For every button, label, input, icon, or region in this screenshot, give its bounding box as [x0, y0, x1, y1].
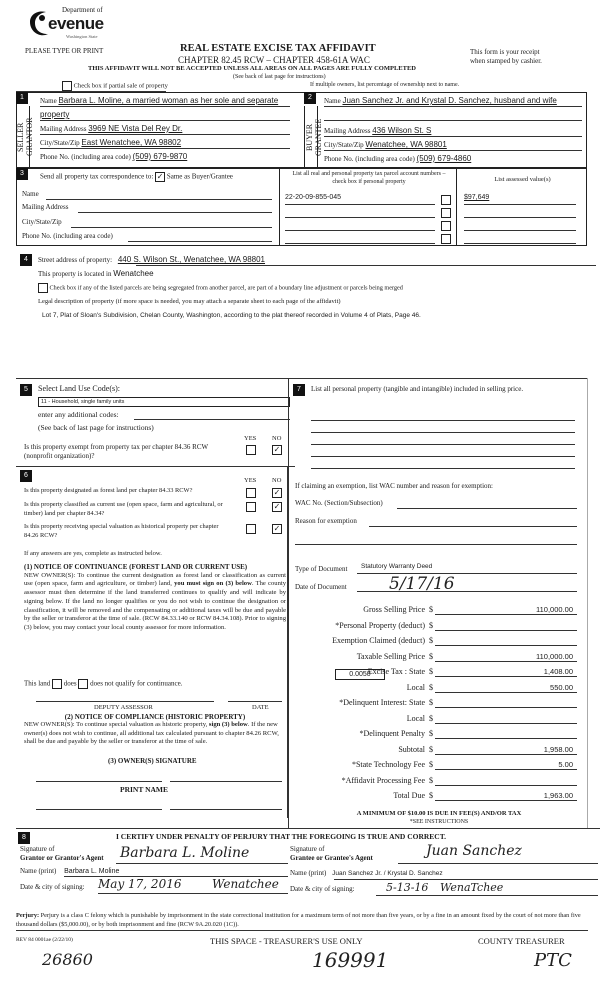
- grantee-city-value[interactable]: WenaTchee: [440, 881, 504, 894]
- see-back-note: (See back of last page for instructions): [233, 74, 326, 80]
- exempt-yes-checkbox[interactable]: [246, 445, 256, 455]
- amount-line: [435, 714, 577, 724]
- amount-label: *Delinquent Penalty: [359, 729, 425, 738]
- assessed-column: [458, 168, 587, 246]
- corr-city-row: [22, 218, 62, 226]
- this-land-row: [24, 679, 182, 689]
- grantee-name-row: [324, 96, 557, 105]
- doc-date-value[interactable]: 5/17/16: [389, 574, 455, 594]
- grantor-mailing-line: [40, 134, 290, 135]
- amount-label: *Delinquent Interest: State: [339, 698, 425, 707]
- doc-date-label: Date of Document: [295, 583, 347, 591]
- same-as-buyer-label: Same as Buyer/Grantee: [166, 172, 233, 181]
- reason-label: Reason for exemption: [295, 517, 357, 525]
- grantee-print-line: [334, 879, 598, 880]
- currency-symbol: $: [429, 698, 433, 707]
- this-land-label: This land: [24, 679, 51, 688]
- doc-type-value[interactable]: Statutory Warranty Deed: [361, 563, 433, 570]
- question-no-checkbox[interactable]: ✓: [273, 488, 281, 497]
- see-instructions: *SEE INSTRUCTIONS: [409, 819, 469, 825]
- grantor-print-value[interactable]: Barbara L. Moline: [64, 868, 120, 875]
- grantee-date-row: [290, 885, 355, 893]
- assessed-value-input[interactable]: [464, 220, 576, 231]
- deputy-assessor-line[interactable]: [36, 701, 214, 702]
- amount-line: [435, 729, 577, 739]
- amount-label: Exemption Claimed (deduct): [332, 636, 425, 645]
- owner-signature-line-2[interactable]: [170, 781, 282, 782]
- additional-codes-label: enter any additional codes:: [38, 410, 119, 419]
- parcel-row: [285, 194, 453, 206]
- correspondence-label: Send all property tax correspondence to:: [40, 172, 154, 181]
- section-5-number: 5: [20, 384, 32, 396]
- currency-symbol: $: [429, 651, 433, 661]
- corr-city-input[interactable]: [71, 227, 272, 228]
- assessed-value-input[interactable]: $97,649: [464, 194, 576, 205]
- corr-city-label: City/State/Zip: [22, 218, 62, 226]
- assessed-header: List assessed value(s): [494, 176, 551, 183]
- grantee-city-value[interactable]: Wenatchee, WA 98801: [365, 140, 447, 149]
- parcel-number-input[interactable]: 22-20-09-855-045: [285, 194, 435, 205]
- parcel-row: [285, 220, 453, 232]
- print-name-line-1[interactable]: [36, 809, 162, 810]
- amount-line: [435, 636, 577, 646]
- corr-name-input[interactable]: [46, 199, 272, 200]
- revenue-logo: [26, 4, 116, 44]
- section-2-grantee: [304, 92, 587, 168]
- grantor-sig-label: Signature of Grantor or Grantor's Agent: [20, 845, 104, 862]
- grantor-phone-row: [40, 152, 187, 161]
- grantee-phone-value[interactable]: (509) 679-4860: [416, 154, 472, 163]
- personal-property-line-5[interactable]: [311, 468, 575, 469]
- section-1-number: 1: [16, 92, 28, 104]
- grantee-city-line: [324, 150, 582, 151]
- notice-compliance-title: (2) NOTICE OF COMPLIANCE (HISTORIC PROPERTY): [64, 713, 246, 721]
- grantor-phone-label: Phone No. (including area code): [40, 153, 131, 161]
- grantor-signature[interactable]: Barbara L. Moline: [120, 845, 250, 861]
- amount-label: *State Technology Fee: [351, 760, 425, 769]
- grantee-name-line: [324, 106, 582, 107]
- grantee-print-row: [290, 869, 443, 877]
- form-subtitle: CHAPTER 82.45 RCW – CHAPTER 458-61A WAC: [178, 55, 370, 65]
- section-7-number: 7: [293, 384, 305, 396]
- grantee-mailing-label: Mailing Address: [324, 127, 371, 135]
- partial-sale-row: [62, 81, 168, 91]
- currency-symbol: $: [429, 667, 433, 676]
- please-type: PLEASE TYPE OR PRINT: [25, 47, 104, 55]
- grantee-date-line: [376, 895, 598, 896]
- section-7: [288, 378, 588, 828]
- personal-property-line-4[interactable]: [311, 456, 575, 457]
- street-address-label: Street address of property:: [38, 256, 113, 264]
- grantor-city-value[interactable]: East Wenatchee, WA 98802: [81, 138, 182, 147]
- personal-property-label: List all personal property (tangible and intangible) included in selling price.: [311, 385, 524, 393]
- owner-signature-line-1[interactable]: [36, 781, 162, 782]
- receipt-note-line1: This form is your receipt: [470, 48, 540, 56]
- currency-symbol: $: [429, 605, 433, 614]
- qualify-label: qualify for continuance.: [115, 679, 183, 688]
- parcel-number-input[interactable]: [285, 233, 435, 244]
- personal-property-checkbox[interactable]: [441, 221, 451, 231]
- currency-symbol: $: [429, 791, 433, 800]
- form-title: REAL ESTATE EXCISE TAX AFFIDAVIT: [180, 43, 376, 54]
- receipt-note-line2: when stamped by cashier.: [470, 57, 542, 65]
- assessed-value-input[interactable]: [464, 207, 576, 218]
- grantor-name-row: [40, 96, 278, 105]
- segregated-row: [38, 283, 403, 293]
- grantee-mailing-row: [324, 126, 431, 135]
- grantee-phone-row: [324, 154, 471, 163]
- grantor-city-label: City/State/Zip: [40, 139, 80, 147]
- handwritten-left: 26860: [42, 950, 93, 969]
- question-yes-checkbox[interactable]: [246, 524, 256, 534]
- corr-mailing-input[interactable]: [78, 212, 272, 213]
- corr-mailing-row: [22, 203, 68, 211]
- exemption-label: If claiming an exemption, list WAC number and reason for exemption:: [295, 482, 493, 490]
- no-header-5: NO: [272, 435, 282, 442]
- grantor-phone-value[interactable]: (509) 679-9870: [132, 152, 188, 161]
- land-use-label: Select Land Use Code(s):: [38, 384, 120, 393]
- corr-phone-input[interactable]: [128, 241, 272, 242]
- exempt-question: Is this property exempt from property tax per chapter 84.36 RCW (nonprofit organization)?: [24, 443, 208, 460]
- grantor-city-value[interactable]: Wenatchee: [212, 877, 279, 891]
- section-4: [16, 252, 600, 342]
- currency-symbol: $: [429, 744, 433, 754]
- amount-label: Subtotal: [398, 744, 425, 754]
- grantor-city-row: [40, 138, 181, 147]
- seller-side-label: [16, 106, 34, 168]
- question-no-checkbox[interactable]: ✓: [273, 524, 281, 533]
- street-address-value[interactable]: 440 S. Wilson St., Wenatchee, WA 98801: [117, 255, 266, 264]
- located-in-value[interactable]: Wenatchee: [113, 269, 154, 278]
- grantor-name-line-2: [40, 120, 290, 121]
- grantee-print-value[interactable]: Juan Sanchez Jr. / Krystal D. Sanchez: [332, 870, 443, 877]
- question-yes-checkbox[interactable]: [246, 488, 256, 498]
- sec7-divider: [289, 466, 295, 467]
- section-6-question: Is this property classified as current use (open space, farm and agricultural, or timber) land per chapter 84.34?: [24, 501, 223, 517]
- grantor-name-line: [40, 106, 290, 107]
- street-address-row: [38, 255, 265, 264]
- corr-phone-label: Phone No. (including area code): [22, 232, 113, 240]
- question-no-checkbox[interactable]: ✓: [273, 502, 281, 511]
- grantee-name-value[interactable]: Juan Sanchez Jr. and Krystal D. Sanchez, husband and wife: [342, 96, 557, 105]
- section-2-number: 2: [304, 92, 316, 104]
- parcel-column: [281, 168, 457, 246]
- currency-symbol: $: [429, 760, 433, 769]
- amount-label: Local: [406, 682, 425, 692]
- doc-type-label: Type of Document: [295, 565, 348, 573]
- legal-description-value[interactable]: Lot 7, Plat of Sloan's Subdivision, Chelan County, Washington, according to the plat thereof recorded in Volume 4 of Plats, Page 46.: [42, 312, 421, 319]
- print-name-line-2[interactable]: [170, 809, 282, 810]
- located-in-row: [38, 269, 154, 278]
- section-6-question: Is this property receiving special valuation as historical property per chapter 84.26 RCW?: [24, 523, 219, 539]
- yes-header-5: YES: [244, 435, 257, 442]
- logo-name: evenue: [48, 14, 104, 33]
- section-1-grantor: [16, 92, 296, 168]
- amount-line: [435, 698, 577, 708]
- date-label: DATE: [252, 704, 269, 711]
- reason-input-2[interactable]: [295, 544, 577, 545]
- section-8: [16, 828, 600, 912]
- owner-signature-label: (3) OWNER(S) SIGNATURE: [108, 757, 197, 765]
- does-not-label: does not: [90, 679, 114, 688]
- land-use-select[interactable]: 11 - Household, single family units: [38, 397, 290, 407]
- grantee-mailing-line: [324, 136, 582, 137]
- corr-phone-row: [22, 232, 113, 240]
- grantee-mailing-value[interactable]: 436 Wilson St. S: [372, 126, 432, 135]
- currency-symbol: $: [429, 682, 433, 692]
- amount-label: Gross Selling Price: [363, 605, 425, 614]
- currency-symbol: $: [429, 636, 433, 645]
- handwritten-right: PTC: [534, 950, 572, 971]
- if-yes-note: If any answers are yes, complete as instructed below.: [24, 550, 162, 557]
- print-name-label: PRINT NAME: [120, 785, 168, 794]
- segregated-checkbox[interactable]: [38, 283, 48, 293]
- grantor-mailing-label: Mailing Address: [40, 125, 87, 133]
- logo-dept: Department of: [62, 6, 103, 14]
- does-checkbox[interactable]: [52, 679, 62, 689]
- amount-value[interactable]: 1,963.00: [543, 791, 573, 800]
- grantee-name-label: Name: [324, 97, 341, 105]
- no-header-6: NO: [272, 477, 282, 484]
- correspondence-row: [40, 172, 233, 182]
- personal-property-line-3[interactable]: [311, 444, 575, 445]
- logo-state: Washington State: [66, 34, 98, 39]
- doc-date-line: [357, 591, 577, 592]
- grantee-date-label: Date & city of signing:: [290, 885, 355, 893]
- does-not-checkbox[interactable]: [78, 679, 88, 689]
- same-as-buyer-checkbox[interactable]: ✓: [156, 172, 164, 181]
- grantee-city-row: [324, 140, 447, 149]
- minimum-note: A MINIMUM OF $10.00 IS DUE IN FEE(S) AND/OR TAX: [356, 810, 522, 817]
- buyer-label: BUYER GRANTEE: [305, 118, 323, 156]
- grantor-date-row: [20, 883, 85, 891]
- legal-description-label: Legal description of property (if more space is needed, you may attach a separate sheet to each page of the affidavit): [38, 298, 341, 305]
- date-line[interactable]: [228, 701, 282, 702]
- personal-property-checkbox[interactable]: [441, 195, 451, 205]
- amount-value[interactable]: 5.00: [558, 760, 573, 769]
- currency-symbol: $: [429, 713, 433, 723]
- local-rate-box[interactable]: 0.0050: [335, 669, 385, 680]
- section-5: [16, 378, 288, 466]
- seller-label: SELLER GRANTOR: [16, 117, 34, 157]
- amount-label: Local: [406, 713, 425, 723]
- partial-sale-checkbox[interactable]: [62, 81, 72, 91]
- corr-name-label: Name: [22, 190, 39, 198]
- grantor-mailing-value[interactable]: 3969 NE Vista Del Rey Dr.: [88, 124, 183, 133]
- section-6: [16, 466, 288, 818]
- currency-symbol: $: [429, 729, 433, 738]
- notice-compliance: (2) NOTICE OF COMPLIANCE (HISTORIC PROPERTY) NEW OWNER(S): To continue special valuation as historic property, sign (3) below. If the new owner(s) does not wish to continue, all additional tax calculated pursuant to chapter 84.26 RCW, shall be due and payable by the seller or transferor at the time of sale.: [24, 713, 286, 746]
- corr-name-row: [22, 190, 39, 198]
- grantee-signature-line: [398, 863, 598, 864]
- wac-input[interactable]: [397, 508, 577, 509]
- grantor-name-value[interactable]: Barbara L. Moline, a married woman as her sole and separate: [58, 96, 279, 105]
- certify-statement: I CERTIFY UNDER PENALTY OF PERJURY THAT THE FOREGOING IS TRUE AND CORRECT.: [116, 832, 447, 841]
- grantee-date-value[interactable]: 5-13-16: [386, 881, 429, 894]
- section-6-number: 6: [20, 470, 32, 482]
- grantee-sig-label: Signature of Grantee or Grantee's Agent: [290, 845, 373, 862]
- amount-value[interactable]: 1,958.00: [543, 744, 573, 754]
- currency-symbol: $: [429, 775, 433, 785]
- grantee-signature[interactable]: Juan Sanchez: [426, 843, 522, 859]
- land-use-see-back: (See back of last page for instructions): [38, 423, 154, 432]
- section-3-left: [16, 168, 280, 246]
- deputy-assessor-label: DEPUTY ASSESSOR: [94, 704, 153, 711]
- grantee-print-label: Name (print): [290, 869, 327, 877]
- parcel-header: List all real and personal property tax parcel account numbers – check box if personal property: [292, 171, 446, 185]
- personal-property-checkbox[interactable]: [441, 208, 451, 218]
- grantor-mailing-row: [40, 124, 182, 133]
- located-in-label: This property is located in: [38, 270, 112, 278]
- parcel-row: [285, 233, 453, 245]
- personal-property-line-1[interactable]: [311, 420, 575, 421]
- grantee-name-line-2: [324, 120, 582, 121]
- grantee-city-label: City/State/Zip: [324, 141, 364, 149]
- amount-value[interactable]: 110,000.00: [536, 605, 573, 614]
- reason-input[interactable]: [369, 526, 577, 527]
- street-address-line: [136, 265, 596, 266]
- does-label: does: [63, 679, 77, 688]
- yes-header-6: YES: [244, 477, 257, 484]
- corr-mailing-label: Mailing Address: [22, 203, 69, 211]
- personal-property-line-2[interactable]: [311, 432, 575, 433]
- assessed-value-input[interactable]: [464, 233, 576, 244]
- exempt-no-checkbox[interactable]: ✓: [273, 445, 281, 454]
- currency-symbol: $: [429, 620, 433, 630]
- notice-continuance: (1) NOTICE OF CONTINUANCE (FOREST LAND OR CURRENT USE) NEW OWNER(S): To continue the current designation as forest land or classification as current use (open space, farm and agriculture, or timber) land, you must sign on (3) below. The county assessor must then determine if the land transferred continues to qualify and will indicate by signing below. If the land no longer qualifies or you do not wish to continue the designation or classification, it will be removed and the compensating or additional taxes will be due and payable by the seller or transferor at the time of sale. (RCW 84.33.140 or RCW 84.34.108). Prior to signing (3) below, you may contact your local county assessor for more information.: [24, 563, 286, 631]
- amount-value[interactable]: 550.00: [550, 682, 573, 692]
- additional-codes-input[interactable]: [134, 419, 290, 420]
- buyer-side-label: [304, 106, 323, 168]
- amount-label: Taxable Selling Price: [356, 651, 425, 661]
- section-8-number: 8: [18, 832, 30, 844]
- grantor-signature-line: [116, 863, 288, 864]
- parcel-number-input[interactable]: [285, 220, 435, 231]
- county-treasurer: COUNTY TREASURER: [478, 936, 565, 946]
- treasurer-use: THIS SPACE - TREASURER'S USE ONLY: [210, 936, 363, 946]
- grantor-city-line: [40, 148, 290, 149]
- amount-label: *Personal Property (deduct): [335, 620, 425, 630]
- amount-line: [435, 776, 577, 786]
- segregated-label: Check box if any of the listed parcels are being segregated from another parcel, are part of a boundary line adjustment or parcels being merged: [49, 284, 403, 292]
- handwritten-center: 169991: [312, 948, 389, 972]
- grantor-date-value[interactable]: May 17, 2016: [98, 877, 182, 891]
- amount-line: [435, 621, 577, 631]
- grantee-phone-label: Phone No. (including area code): [324, 155, 415, 163]
- amount-value[interactable]: 1,408.00: [543, 667, 573, 676]
- multiple-owners-note: If multiple owners, list percentage of ownership next to name.: [310, 82, 460, 88]
- amount-label: Excise Tax : State: [367, 667, 425, 676]
- parcel-row: [285, 207, 453, 219]
- perjury-statement: Perjury: Perjury is a class C felony which is punishable by imprisonment in the state correctional institution for a maximum term of not more than five years, or by a fine in an amount fixed by the court of not more than five thousand dollars ($5,000.00), or by both imprisonment and fine (RCW 9A.20.020 (1C)).: [16, 912, 588, 931]
- rev-number: REV 84 0001ae (2/22/10): [16, 937, 73, 943]
- personal-property-checkbox[interactable]: [441, 234, 451, 244]
- partial-sale-label: Check box if partial sale of property: [73, 82, 168, 90]
- grantor-date-line: [98, 893, 288, 894]
- form-warning: THIS AFFIDAVIT WILL NOT BE ACCEPTED UNLESS ALL AREAS ON ALL PAGES ARE FULLY COMPLETED: [88, 65, 416, 72]
- question-yes-checkbox[interactable]: [246, 502, 256, 512]
- section-6-question: Is this property designated as forest land per chapter 84.33 RCW?: [24, 487, 193, 494]
- section-4-number: 4: [20, 254, 32, 266]
- wac-label: WAC No. (Section/Subsection): [295, 499, 383, 507]
- section-3-number: 3: [16, 168, 28, 180]
- amount-label: *Affidavit Processing Fee: [341, 775, 425, 785]
- grantor-name-value-2[interactable]: property: [40, 110, 70, 119]
- amount-value[interactable]: 110,000.00: [536, 651, 573, 661]
- notice-continuance-title: (1) NOTICE OF CONTINUANCE (FOREST LAND OR CURRENT USE): [24, 563, 248, 571]
- grantor-print-row: [20, 867, 119, 875]
- grantor-date-label: Date & city of signing:: [20, 883, 85, 891]
- amount-label: Total Due: [393, 791, 425, 800]
- parcel-number-input[interactable]: [285, 207, 435, 218]
- receipt-note: [470, 48, 542, 66]
- grantor-print-label: Name (print): [20, 867, 57, 875]
- grantor-name-label: Name: [40, 97, 57, 105]
